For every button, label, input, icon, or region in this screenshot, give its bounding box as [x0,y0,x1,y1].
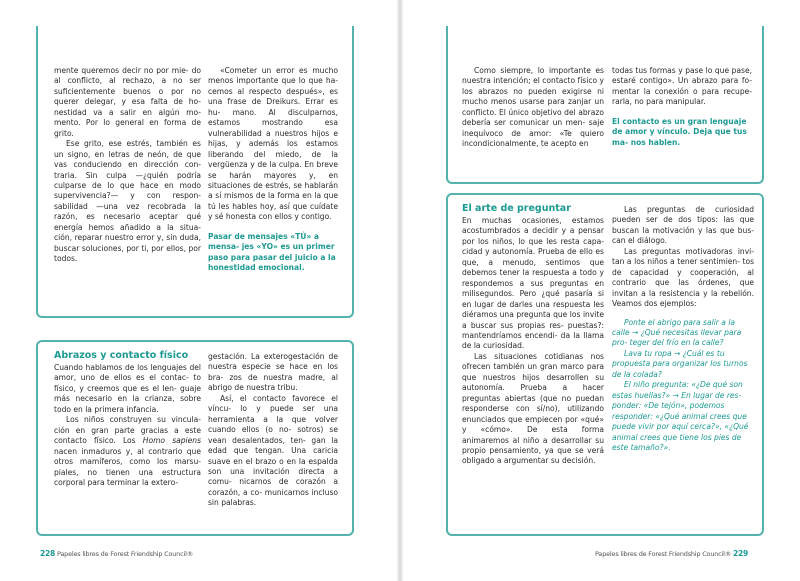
right-bottom-col1 [462,203,604,467]
example-item: El niño pregunta: «¿De qué son estas huellas?» → En lugar de res- ponder: «De tejón», podemos responder: «¿Qué animal crees que puede vivir por aquí cerca?», «¿Qué animal crees que tiene los pies de este tamaño?». [612,380,749,452]
section-heading: El arte de preguntar [462,203,571,214]
paragraph: En muchas ocasiones, estamos acostumbrados a decidir y a pensar por los niños, lo que les resta capa- cidad y autonomía. Prueba de ello es que, a menudo, sentimos que debemos tener la respuesta a todo y respondemos a sus preguntas en milisegundos. Pero ¿qué pasaría si en lugar de darles una respuesta les diéramos una pregunta que los invite a buscar sus propias res- puestas?: mantendríamos encendi- da la llama de la curiosidad. [462,216,604,351]
paragraph: todas tus formas y pase lo que pase, estaré contigo». Un abrazo para fo- mentar la conexión o para recupe- rarla, no para manipular. [612,66,752,107]
paragraph: Ese grito, ese estrés, también es un signo, en letras de neón, de que vas conduciendo en dirección con- traria. Sin culpa —¿quién podría culparse de lo que hace en modo supervivencia?— y con respon- sabilidad —una vez recobrada la razón, es necesario aceptar qué energía hemos añadido a la situa- ción, reparar nuestro error y, sin duda, buscar soluciones, por ti, por ellos, por todos. [54,139,201,264]
paragraph: Las preguntas motivadoras invi- tan a los niños a tener sentimien- tos de capacidad y cooperación, al contrario que las órdenes, que invitan a la resistencia y la rebelión. Veamos dos ejemplos: [612,246,754,309]
paper-credit: Papeles libres de Forest Friendship Council® [56,550,193,558]
left-bottom-col2 [208,352,338,509]
paper-credit: Papeles libres de Forest Friendship Council® [595,550,732,558]
right-top-col2 [612,66,752,148]
book-spine [397,0,403,581]
section-heading: Abrazos y contacto físico [54,350,189,361]
right-top-col1 [462,66,604,150]
paragraph: Como siempre, lo importante es nuestra intención; el contacto físico y los abrazos no pueden exigirse ni mucho menos usarse para zanjar un conflicto. El único objetivo del abrazo debería ser comunicar un men- saje inequívoco de amor: «Te quiero incondicionalmente, te acepto en [462,66,604,149]
paragraph: Las preguntas de curiosidad pueden ser de dos tipos: las que buscan la motivación y las que bus- can el diálogo. [612,205,754,246]
italic-term: Homo sapiens [142,436,202,446]
highlight-text: El contacto es un gran lenguaje de amor y vínculo. Deja que tus ma- nos hablen. [612,116,747,147]
left-top-col2 [208,66,338,274]
example-item: Ponte el abrigo para salir a la calle → ¿Qué necesitas llevar para pro- teger del frío en la calle? [612,317,742,348]
paragraph [54,415,201,488]
right-folio [595,549,748,558]
left-folio [40,549,193,558]
highlight-text: Pasar de mensajes «TÚ» a mensa- jes «YO» es un primer paso para pasar del juicio a la honestidad emocional. [208,231,336,273]
left-top-col1 [54,66,201,265]
paragraph: mente queremos decir no por mie- do al conflicto, al rechazo, a no ser suficientemente buenos o por no querer delegar, y esa falta de ho- nestidad va a salir en algún mo- mento. Por lo general en forma de grito. [54,66,201,138]
page-number: 228 [40,549,56,558]
left-bottom-col1 [54,350,201,488]
page-number: 229 [732,549,748,558]
paragraph: «Cometer un error es mucho menos importante que lo que ha- cemos al respecto después», es una frase de Dreikurs. Errar es hu- mano. Al disculparnos, estamos mostrando esa vulnerabilidad a nuestros hijos e hijas, y además los estamos liberando del miedo, de la vergüenza y de la culpa. En breve se harán mayores y, en situaciones de estrés, se hablarán a sí mismos de la forma en la que tú les hables hoy, así que cuídate y sé honesta con ellos y contigo. [208,66,338,222]
text-run: Los niños construyen su vincula- ción en gran parte gracias a este contacto físico. Los [54,415,201,446]
text-run: nacen inmaduros y, al contrario que otros mamíferos, como los marsu- piales, no tienen una estructura corporal para terminar la extero- [54,446,201,487]
paragraph: Así, el contacto favorece el víncu- lo y puede ser una herramienta a la que volver cuando ellos (o no- sotros) se vean desalentados, ten- gan la edad que tengan. Una caricia suave en el brazo o en la espalda son una invitación directa a comu- nicarnos de corazón a corazón, a co- municarnos incluso sin palabras. [208,393,338,508]
paragraph: Cuando hablamos de los lenguajes del amor, uno de ellos es el contac- to físico, y creemos que es el len- guaje más necesario en la crianza, sobre todo en la primera infancia. [54,363,201,414]
paragraph: gestación. La exterogestación de nuestra especie se hace en los bra- zos de nuestra madre, al abrigo de nuestra tribu. [208,352,338,393]
paragraph: Las situaciones cotidianas nos ofrecen también un gran marco para que nuestros hijos desarrollen su autonomía. Prueba a hacer preguntas abiertas (que no puedan responderse con sí/no), utilizando enunciados que empiecen por «qué» y «cómo». De esta forma animaremos al niño a desarrollar su propio pensamiento, ya que se verá obligado a argumentar su decisión. [462,351,604,466]
example-item: Lava tu ropa → ¿Cuál es tu propuesta para organizar los turnos de la colada? [612,348,748,379]
right-bottom-col2 [612,205,754,453]
